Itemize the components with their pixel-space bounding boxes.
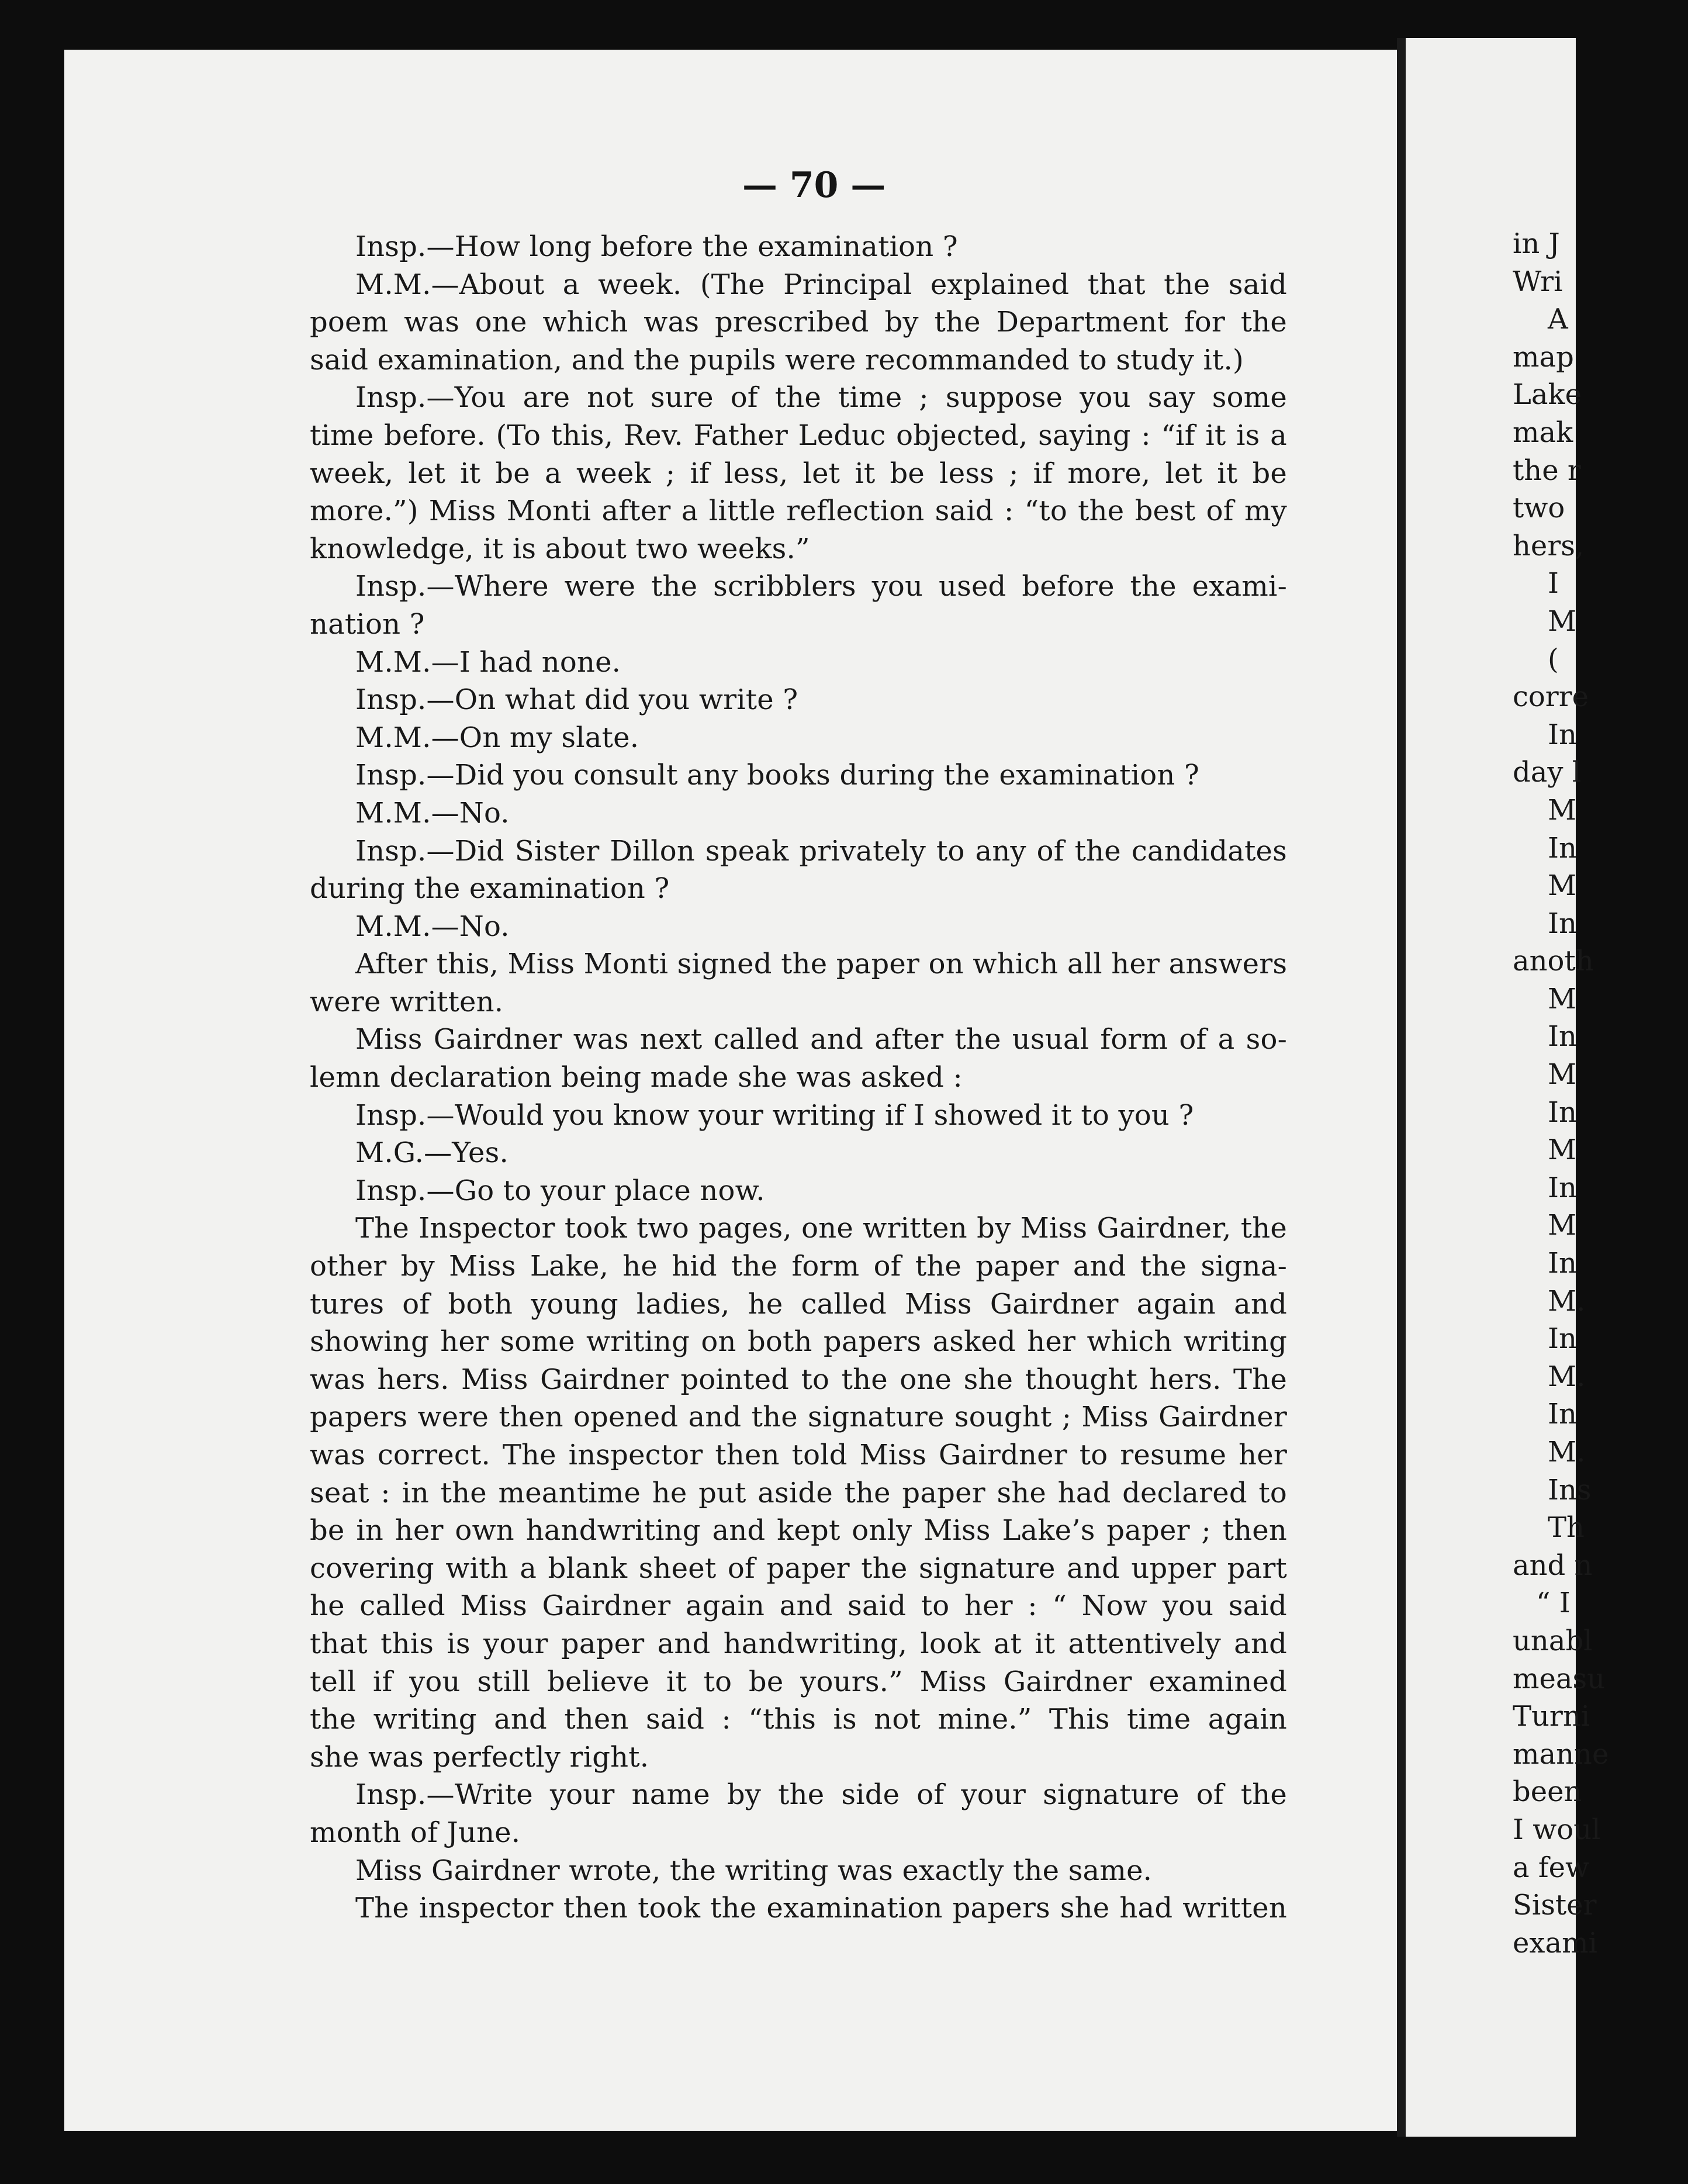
right-page-fragment: In (1548, 1020, 1577, 1053)
text-line: Insp.—Where were the scribblers you used before the exami- (355, 570, 1287, 603)
text-line: tell if you still believe it to be yours.” Miss Gairdner examined (310, 1665, 1287, 1698)
text-line: Insp.—Did Sister Dillon speak privately to any of the candidates (355, 834, 1287, 868)
right-page-fragment: Turni (1513, 1700, 1590, 1733)
right-page-fragment: a few (1513, 1851, 1590, 1884)
right-page-fragment: measu (1513, 1662, 1606, 1695)
text-line: the writing and then said : “this is not mine.” This time again (310, 1703, 1287, 1736)
text-line: M.M.—No. (355, 910, 510, 943)
right-page-fragment: In (1548, 1096, 1577, 1129)
text-line: Insp.—Go to your place now. (355, 1174, 765, 1207)
text-line: covering with a blank sheet of paper the signature and upper part (310, 1551, 1287, 1585)
right-page-fragment: In (1548, 718, 1577, 751)
right-page-fragment: map (1513, 340, 1574, 374)
right-page-fragment: in J (1513, 227, 1560, 260)
text-line: M.M.—On my slate. (355, 721, 639, 754)
text-line: that this is your paper and handwriting, look at it attentively and (310, 1627, 1287, 1660)
right-page-fragment: In (1548, 1322, 1577, 1356)
right-page-fragment: unabl (1513, 1624, 1593, 1657)
right-page-fragment: two (1513, 492, 1565, 525)
text-line: The Inspector took two pages, one written by Miss Gairdner, the (355, 1212, 1287, 1245)
right-page-fragment: anoth (1513, 945, 1594, 978)
right-page-text (1513, 225, 1688, 1962)
text-line: M.M.—No. (355, 796, 510, 830)
text-line: poem was one which was prescribed by the Department for the (310, 306, 1287, 339)
right-page-fragment: the r (1513, 454, 1581, 487)
right-page-fragment: hers, (1513, 529, 1585, 562)
right-page-fragment: corre (1513, 680, 1589, 714)
right-page-fragment: In (1548, 1171, 1577, 1204)
right-page-fragment: A (1548, 303, 1568, 336)
text-line: Insp.—On what did you write ? (355, 683, 798, 717)
text-line: knowledge, it is about two weeks.” (310, 532, 810, 565)
right-page-fragment: In (1548, 907, 1577, 940)
right-page-fragment: manne (1513, 1737, 1609, 1771)
text-line: The inspector then took the examination papers she had written (355, 1892, 1287, 1925)
right-page-fragment: mak (1513, 416, 1573, 449)
text-line: seat : in the meantime he put aside the paper she had declared to (310, 1476, 1287, 1509)
page-gutter (1397, 38, 1406, 2137)
text-line: he called Miss Gairdner again and said to her : “ Now you said (310, 1589, 1287, 1623)
text-line: nation ? (310, 607, 425, 641)
right-page-fragment: Wri (1513, 265, 1563, 298)
page-number: — 70 — (742, 165, 886, 206)
right-page-fragment: M (1548, 604, 1577, 638)
right-page-fragment: exami (1513, 1926, 1597, 1960)
right-page-fragment: In (1548, 1247, 1577, 1280)
right-page-fragment: In (1548, 831, 1577, 865)
text-line: papers were then opened and the signature sought ; Miss Gairdner (310, 1401, 1287, 1434)
text-line: month of June. (310, 1816, 521, 1849)
text-line: be in her own handwriting and kept only Miss Lake’s paper ; then (310, 1514, 1287, 1547)
text-line: time before. (To this, Rev. Father Leduc objected, saying : “if it is a (310, 419, 1287, 452)
body-text (310, 228, 1287, 1927)
text-line: After this, Miss Monti signed the paper on which all her answers (355, 948, 1288, 981)
text-line: other by Miss Lake, he hid the form of the paper and the signa- (310, 1250, 1287, 1283)
text-line: Insp.—You are not sure of the time ; suppose you say some (355, 381, 1287, 414)
right-page-fragment: M (1548, 982, 1577, 1015)
right-page-fragment: M. (1548, 1360, 1586, 1393)
right-page-fragment: Lake (1513, 378, 1582, 412)
right-page-fragment: M (1548, 793, 1577, 827)
text-line: week, let it be a week ; if less, let it be less ; if more, let it be (310, 457, 1287, 490)
text-line: Miss Gairdner was next called and after the usual form of a so- (355, 1023, 1287, 1056)
right-page-fragment: M (1548, 1058, 1577, 1091)
right-page-fragment: day l (1513, 756, 1582, 789)
right-page-fragment: Th (1548, 1511, 1585, 1544)
right-page-fragment: and n (1513, 1549, 1593, 1582)
text-line: M.M.—About a week. (The Principal explained that the said (355, 268, 1287, 301)
right-page-fragment: M (1548, 1209, 1577, 1242)
right-page-fragment: M. (1548, 1436, 1586, 1468)
text-line: Insp.—Did you consult any books during the examination ? (355, 759, 1199, 792)
text-line: Insp.—How long before the examination ? (355, 230, 958, 263)
right-page-fragment: I (1548, 567, 1559, 600)
text-line: said examination, and the pupils were recommanded to study it.) (310, 343, 1244, 376)
text-line: were written. (310, 985, 504, 1018)
text-line: lemn declaration being made she was asked : (310, 1061, 963, 1094)
right-page-fragment: ( (1548, 642, 1559, 676)
text-line: was hers. Miss Gairdner pointed to the one she thought hers. The (310, 1363, 1287, 1396)
text-line: Insp.—Write your name by the side of your signature of the (355, 1778, 1287, 1812)
text-line: tures of both young ladies, he called Miss Gairdner again and (310, 1287, 1287, 1321)
right-page-fragment: In (1548, 1398, 1577, 1431)
right-page-fragment: “ I (1536, 1587, 1571, 1620)
right-page-fragment: M (1548, 1134, 1577, 1167)
right-page-fragment: I woul (1513, 1813, 1601, 1846)
text-line: was correct. The inspector then told Miss Gairdner to resume her (310, 1439, 1287, 1471)
text-line: M.G.—Yes. (355, 1136, 509, 1170)
text-line: she was perfectly right. (310, 1740, 649, 1774)
right-page-fragment: Sister (1513, 1889, 1597, 1922)
right-page-fragment: Ins (1548, 1473, 1592, 1506)
right-page-fragment: M (1548, 869, 1577, 903)
text-line: more.”) Miss Monti after a little reflection said : “to the best of my (310, 495, 1287, 528)
right-page-fragment: M. (1548, 1284, 1586, 1318)
text-line: Miss Gairdner wrote, the writing was exactly the same. (355, 1854, 1153, 1887)
text-line: showing her some writing on both papers asked her which writing (310, 1325, 1287, 1359)
text-line: Insp.—Would you know your writing if I showed it to you ? (355, 1098, 1194, 1132)
text-line: during the examination ? (310, 872, 670, 906)
text-line: M.M.—I had none. (355, 645, 621, 679)
right-page-fragment: been (1513, 1775, 1582, 1809)
